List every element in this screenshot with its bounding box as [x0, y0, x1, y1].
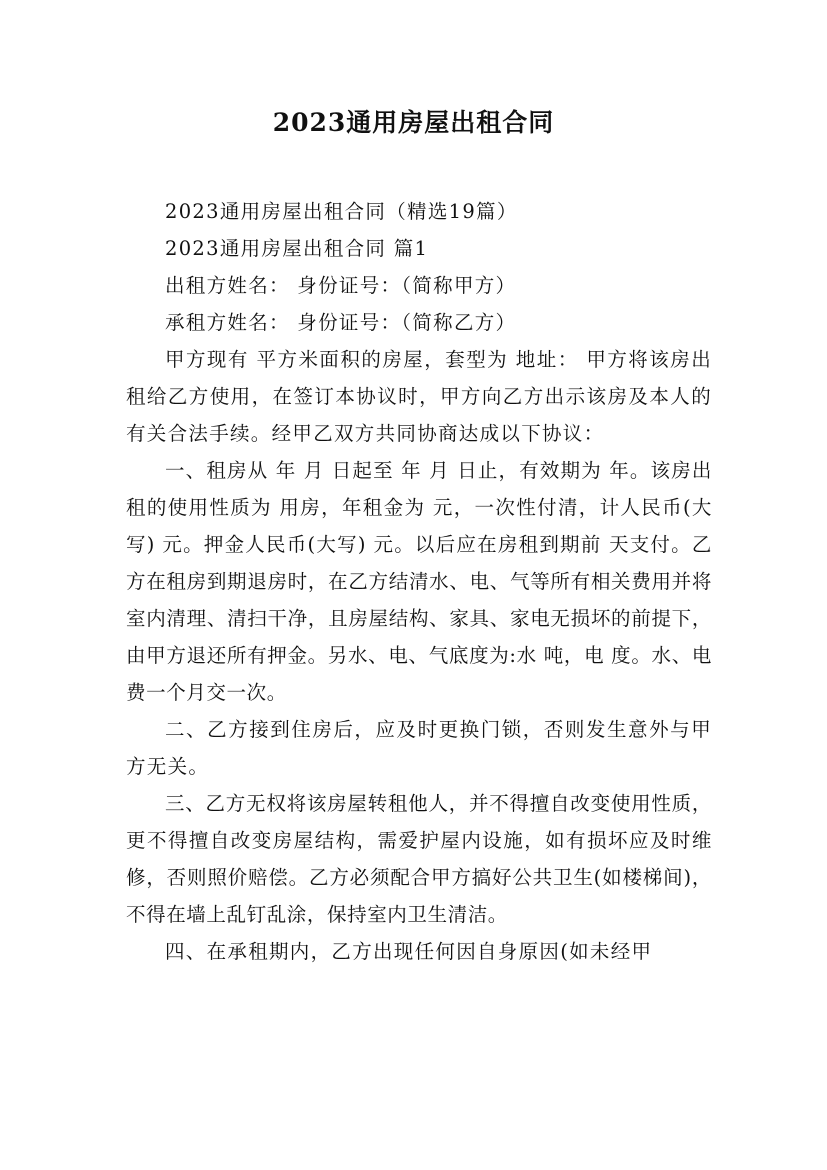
paragraph-section-heading: 2023通用房屋出租合同 篇1	[165, 237, 429, 260]
document-title: 2023通用房屋出租合同	[272, 108, 555, 137]
paragraph-clause-4: 四、在承租期内，乙方出现任何因自身原因(如未经甲	[165, 940, 653, 963]
paragraph-subtitle: 2023通用房屋出租合同（精选19篇）	[165, 200, 518, 223]
paragraph-clause-3: 三、乙方无权将该房屋转租他人，并不得擅自改变使用性质，更不得擅自改变房屋结构，需爱护屋内设施，如有损坏应及时维修，否则照价赔偿。乙方必须配合甲方搞好公共卫生(如楼梯间)，不得在墙上乱钉乱涂，保持室内卫生清洁。	[126, 792, 712, 926]
paragraph-lessor-info: 出租方姓名： 身份证号：（简称甲方）	[165, 274, 517, 297]
paragraph-lessee-info: 承租方姓名： 身份证号：（简称乙方）	[165, 311, 517, 334]
document-body	[126, 193, 712, 970]
paragraph-intro: 甲方现有 平方米面积的房屋，套型为 地址： 甲方将该房出租给乙方使用，在签订本协议时，甲方向乙方出示该房及本人的有关合法手续。经甲乙双方共同协商达成以下协议：	[126, 348, 712, 445]
paragraph-clause-1: 一、租房从 年 月 日起至 年 月 日止，有效期为 年。该房出租的使用性质为 用房，年租金为 元，一次性付清，计人民币(大写) 元。押金人民币(大写) 元。以后应在房租到期前 天支付。乙方在租房到期退房时，在乙方结清水、电、气等所有相关费用并将室内清理、清扫干净，且房屋结构、家具、家电无损坏的前提下，由甲方退还所有押金。另水、电、气底度为:水 吨，电 度。水、电费一个月交一次。	[126, 459, 712, 704]
paragraph-clause-2: 二、乙方接到住房后，应及时更换门锁，否则发生意外与甲方无关。	[126, 718, 712, 778]
